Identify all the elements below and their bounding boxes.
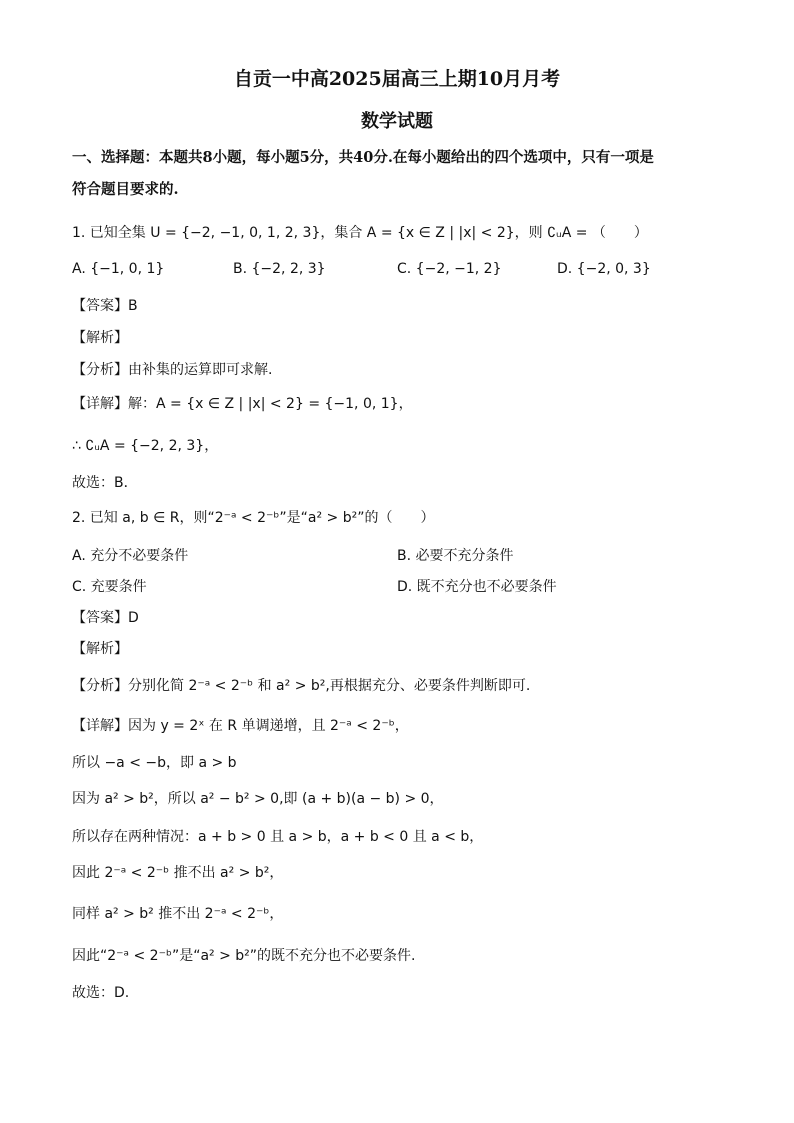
q2-detail-line: 因为 a² > b²，所以 a² − b² > 0,即 (a + b)(a − b) > 0，	[72, 791, 444, 807]
exam-subtitle: 数学试题	[361, 111, 433, 132]
q1-analysis-label: 【解析】	[72, 330, 128, 346]
q1-detail-line1: 【详解】解：A = {x ∈ Z | |x| < 2} = {−1, 0, 1}，	[72, 396, 413, 412]
q2-detail-line: 因此 2⁻ᵃ < 2⁻ᵇ 推不出 a² > b²，	[72, 865, 284, 881]
q1-option-d: D. {−2, 0, 3}	[557, 261, 651, 277]
q1-option-a: A. {−1, 0, 1}	[72, 261, 165, 277]
q2-stem: 2. 已知 a, b ∈ R，则“2⁻ᵃ < 2⁻ᵇ”是“a² > b²”的（ ）	[72, 510, 435, 526]
q2-choose: 故选：D.	[72, 985, 130, 1001]
q1-option-c: C. {−2, −1, 2}	[397, 261, 502, 277]
q2-answer: 【答案】D	[72, 610, 139, 626]
q2-detail-line: 所以 −a < −b，即 a > b	[72, 755, 237, 771]
q2-detail-line: 同样 a² > b² 推不出 2⁻ᵃ < 2⁻ᵇ，	[72, 906, 284, 922]
q1-stem: 1. 已知全集 U = {−2, −1, 0, 1, 2, 3}，集合 A = {x ∈ Z | |x| < 2}，则 ∁ᵤA = （ ）	[72, 225, 648, 241]
q2-option-b: B. 必要不充分条件	[397, 548, 514, 564]
q2-option-d: D. 既不充分也不必要条件	[397, 579, 557, 595]
q2-option-a: A. 充分不必要条件	[72, 548, 189, 564]
q2-detail-line: 所以存在两种情况：a + b > 0 且 a > b，a + b < 0 且 a < b，	[72, 829, 484, 845]
q2-detail-line: 因此“2⁻ᵃ < 2⁻ᵇ”是“a² > b²”的既不充分也不必要条件.	[72, 948, 416, 964]
q2-detail-line: 【详解】因为 y = 2ˣ 在 R 单调递增，且 2⁻ᵃ < 2⁻ᵇ，	[72, 718, 409, 734]
section-heading-line2: 符合题目要求的.	[72, 181, 179, 198]
q1-choose: 故选：B．	[72, 475, 138, 491]
q1-fenxi: 【分析】由补集的运算即可求解.	[72, 362, 273, 378]
q1-detail-line2: ∴ ∁ᵤA = {−2, 2, 3}，	[72, 438, 219, 454]
q1-option-b: B. {−2, 2, 3}	[233, 261, 326, 277]
q2-option-c: C. 充要条件	[72, 579, 147, 595]
q2-fenxi: 【分析】分别化简 2⁻ᵃ < 2⁻ᵇ 和 a² > b²,再根据充分、必要条件判断即可.	[72, 678, 531, 694]
section-heading-line1: 一、选择题：本题共8小题，每小题5分，共40分.在每小题给出的四个选项中，只有一项是	[72, 149, 654, 166]
q2-analysis-label: 【解析】	[72, 641, 128, 657]
q1-answer: 【答案】B	[72, 298, 138, 314]
exam-title: 自贡一中高2025届高三上期10月月考	[233, 68, 561, 90]
